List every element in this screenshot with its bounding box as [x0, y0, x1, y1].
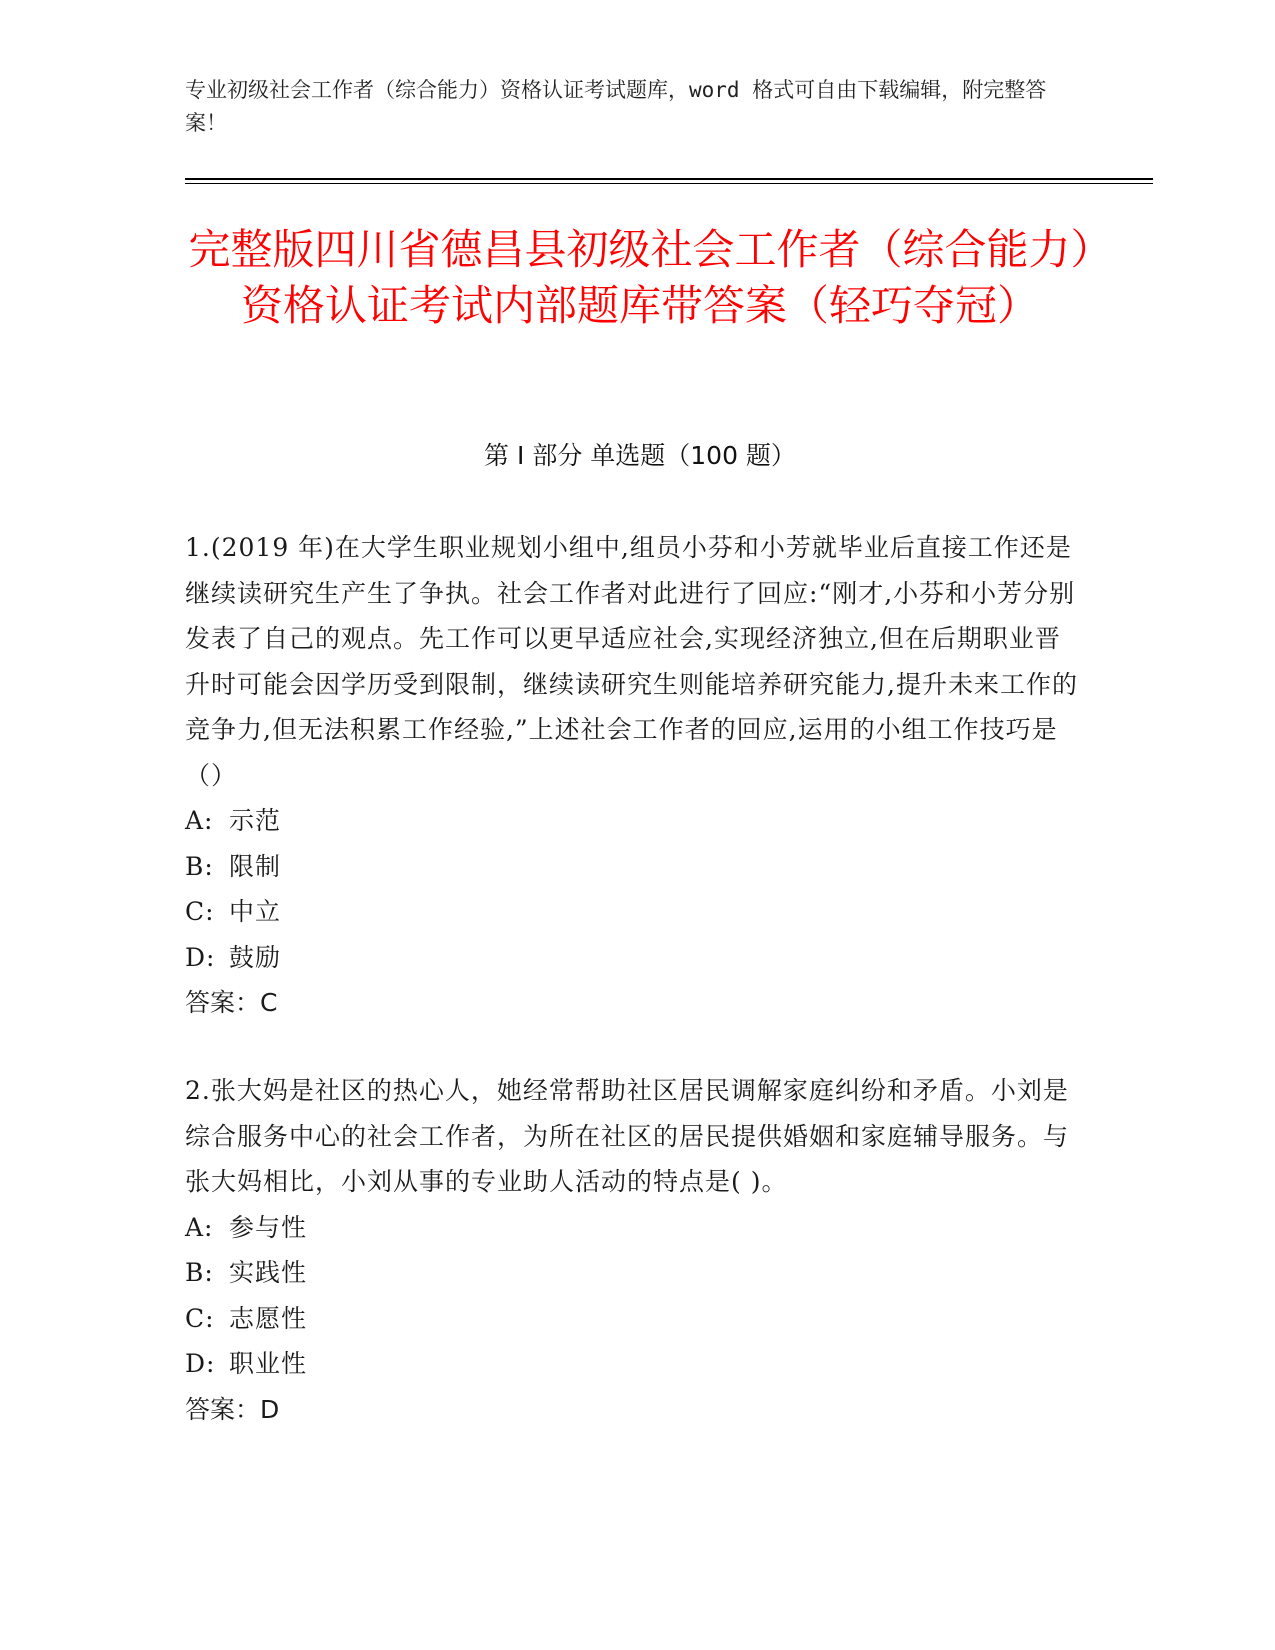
option-letter: B:: [185, 1258, 214, 1287]
option-d: [185, 1341, 1085, 1387]
option-text: 示范: [229, 806, 282, 835]
option-letter: D:: [185, 1349, 216, 1378]
answer-line: 答案：D: [185, 1394, 280, 1424]
option-b: [185, 844, 1085, 890]
option-text: 志愿性: [229, 1303, 308, 1333]
option-text: 参与性: [229, 1212, 308, 1242]
option-c: [185, 1296, 1085, 1342]
option-a: [185, 1205, 1085, 1251]
option-letter: A:: [185, 1212, 214, 1242]
option-text: 职业性: [229, 1349, 308, 1378]
option-b: [185, 1250, 1085, 1296]
option-c: [185, 889, 1085, 935]
option-text: 实践性: [229, 1258, 308, 1287]
option-text: 鼓励: [229, 942, 282, 972]
option-letter: A:: [185, 806, 214, 835]
header-note: 专业初级社会工作者（综合能力）资格认证考试题库，word 格式可自由下载编辑，附完整答案！: [185, 78, 1047, 135]
option-letter: C:: [185, 897, 215, 926]
option-letter: D:: [185, 942, 216, 972]
option-text: 限制: [229, 851, 282, 881]
answer-line: 答案：C: [185, 988, 278, 1017]
question-block: [185, 525, 1085, 1026]
option-letter: C:: [185, 1303, 215, 1333]
option-letter: B:: [185, 851, 214, 881]
document-title: 完整版四川省德昌县初级社会工作者（综合能力）资格认证考试内部题库带答案（轻巧夺冠）: [188, 225, 1092, 330]
option-text: 中立: [229, 897, 282, 926]
section-title: 第 I 部分 单选题（100 题）: [484, 441, 796, 470]
option-a: [185, 798, 1085, 844]
question-text: 1.(2019 年)在大学生职业规划小组中,组员小芬和小芳就毕业后直接工作还是继续读研究生产生了争执。社会工作者对此进行了回应:“刚才,小芬和小芳分别发表了自己的观点。先工作可以更早适应社会,实现经济独立,但在后期职业晋升时可能会因学历受到限制，继续读研究生则能培养研究能力,提升未来工作的竞争力,但无法积累工作经验,”上述社会工作者的回应,运用的小组工作技巧是（）: [185, 533, 1078, 790]
option-d: [185, 935, 1085, 981]
question-text: 2.张大妈是社区的热心人，她经常帮助社区居民调解家庭纠纷和矛盾。小刘是综合服务中心的社会工作者，为所在社区的居民提供婚姻和家庭辅导服务。与张大妈相比，小刘从事的专业助人活动的特点是( )。: [185, 1076, 1070, 1196]
header-divider-thin: [185, 183, 1153, 184]
question-block: [185, 1068, 1085, 1432]
header-divider: [185, 178, 1153, 180]
